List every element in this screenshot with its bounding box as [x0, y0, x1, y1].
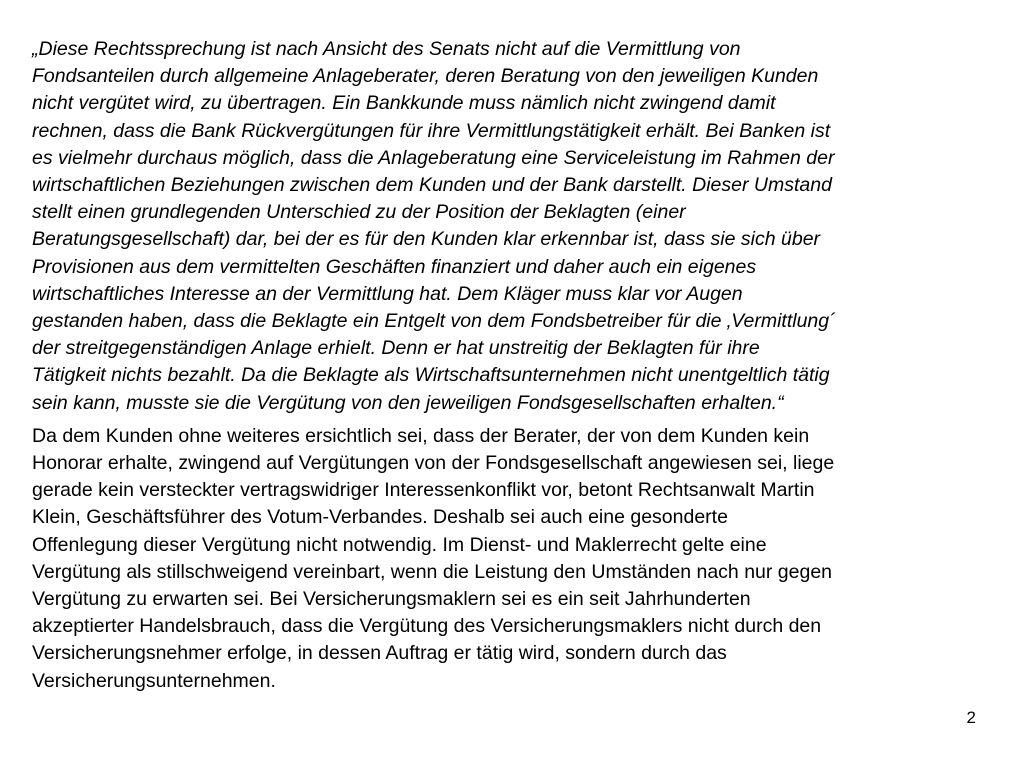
quote-line: Tätigkeit nichts bezahlt. Da die Beklagte als Wirtschaftsunternehmen nicht unentgeltlich tätig — [32, 364, 830, 387]
slide-content — [32, 36, 982, 695]
quote-line: der streitgegenständigen Anlage erhielt. Denn er hat unstreitig der Beklagten für ihre — [32, 337, 760, 360]
body-line: Honorar erhalte, zwingend auf Vergütungen von der Fondsgesellschaft angewiesen sei, liege — [32, 452, 835, 475]
body-line: Klein, Geschäftsführer des Votum-Verbandes. Deshalb sei auch eine gesonderte — [32, 506, 728, 529]
page-number: 2 — [966, 708, 976, 727]
quote-line: gestanden haben, dass die Beklagte ein Entgelt von dem Fondsbetreiber für die ‚Vermittlung´ — [32, 310, 836, 333]
quote-line: nicht vergütet wird, zu übertragen. Ein Bankkunde muss nämlich nicht zwingend damit — [32, 92, 776, 115]
body-line: Da dem Kunden ohne weiteres ersichtlich sei, dass der Berater, der von dem Kunden kein — [32, 424, 810, 447]
quote-line: Fondsanteilen durch allgemeine Anlageberater, deren Beratung von den jeweiligen Kunden — [32, 65, 819, 88]
body-line: Versicherungsunternehmen. — [32, 669, 276, 692]
body-line: gerade kein versteckter vertragswidriger Interessenkonflikt vor, betont Rechtsanwalt Martin — [32, 479, 815, 502]
quote-line: wirtschaftliches Interesse an der Vermittlung hat. Dem Kläger muss klar vor Augen — [32, 282, 743, 305]
quote-line: sein kann, musste sie die Vergütung von den jeweiligen Fondsgesellschaften erhalten.“ — [32, 391, 784, 414]
body-line: akzeptierter Handelsbrauch, dass die Vergütung des Versicherungsmaklers nicht durch den — [32, 615, 822, 638]
body-line: Vergütung als stillschweigend vereinbart, wenn die Leistung den Umständen nach nur gegen — [32, 560, 833, 583]
quote-line: „Diese Rechtssprechung ist nach Ansicht des Senats nicht auf die Vermittlung von — [32, 38, 741, 60]
quote-line: es vielmehr durchaus möglich, dass die Anlageberatung eine Serviceleistung im Rahmen der — [32, 146, 835, 169]
body-line: Offenlegung dieser Vergütung nicht notwendig. Im Dienst- und Maklerrecht gelte eine — [32, 533, 767, 556]
quote-line: wirtschaftlichen Beziehungen zwischen dem Kunden und der Bank darstellt. Dieser Umstand — [32, 174, 832, 197]
quote-line: rechnen, dass die Bank Rückvergütungen für ihre Vermittlungstätigkeit erhält. Bei Banken ist — [32, 119, 831, 142]
body-paragraph — [32, 423, 982, 695]
quote-line: Provisionen aus dem vermittelten Geschäften finanziert und daher auch ein eigenes — [32, 255, 757, 278]
quote-line: Beratungsgesellschaft) dar, bei der es für den Kunden klar erkennbar ist, dass sie sich über — [32, 228, 821, 251]
quote-paragraph — [32, 36, 982, 417]
body-line: Vergütung zu erwarten sei. Bei Versicherungsmaklern sei es ein seit Jahrhunderten — [32, 588, 751, 611]
quote-line: stellt einen grundlegenden Unterschied zu der Position der Beklagten (einer — [32, 201, 686, 224]
body-line: Versicherungsnehmer erfolge, in dessen Auftrag er tätig wird, sondern durch das — [32, 642, 727, 665]
